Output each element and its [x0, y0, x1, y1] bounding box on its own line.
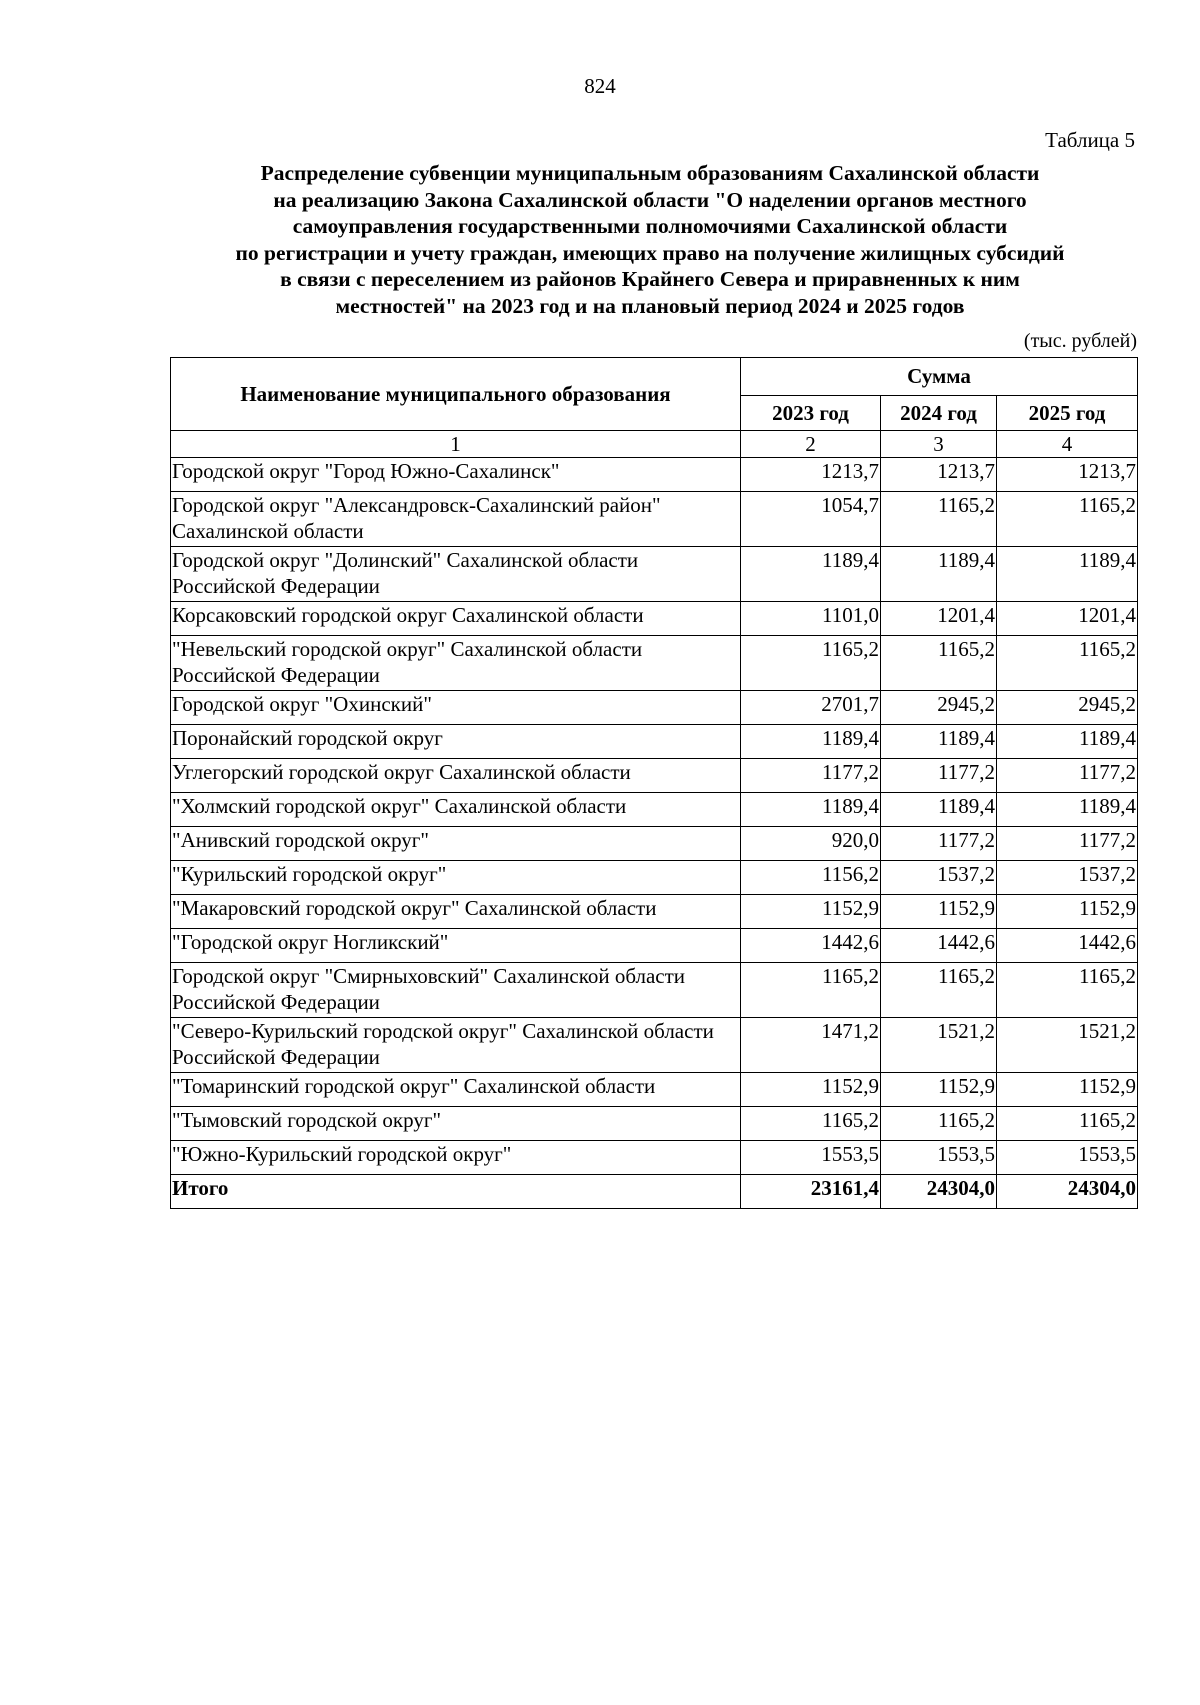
municipality-name: Городской округ "Долинский" Сахалинской области Российской Федерации: [171, 547, 741, 602]
header-year-2025: 2025 год: [997, 395, 1138, 431]
table-row: [171, 636, 1138, 691]
municipality-name: Городской округ "Смирныховский" Сахалинской области Российской Федерации: [171, 963, 741, 1018]
value-2024: 1189,4: [881, 725, 997, 759]
value-2023: 1177,2: [741, 759, 881, 793]
value-2024: 1521,2: [881, 1018, 997, 1073]
value-2023: 1101,0: [741, 602, 881, 636]
table-row: [171, 895, 1138, 929]
table-row: [171, 1073, 1138, 1107]
municipality-name: Поронайский городской округ: [171, 725, 741, 759]
table-row: [171, 1107, 1138, 1141]
municipality-name: "Холмский городской округ" Сахалинской области: [171, 793, 741, 827]
municipality-name: "Макаровский городской округ" Сахалинской области: [171, 895, 741, 929]
title-line: в связи с переселением из районов Крайнего Севера и приравненных к ним: [280, 267, 1020, 291]
total-2024: 24304,0: [881, 1175, 997, 1209]
municipality-name: Городской округ "Город Южно-Сахалинск": [171, 458, 741, 492]
municipality-name: "Невельский городской округ" Сахалинской области Российской Федерации: [171, 636, 741, 691]
value-2023: 1054,7: [741, 492, 881, 547]
document-title: [160, 160, 1140, 319]
table-row: [171, 691, 1138, 725]
table-row: [171, 1018, 1138, 1073]
total-label: Итого: [171, 1175, 741, 1209]
title-line: Распределение субвенции муниципальным образованиям Сахалинской области: [260, 161, 1040, 185]
value-2024: 1177,2: [881, 827, 997, 861]
title-line: самоуправления государственными полномочиями Сахалинской области: [292, 214, 1008, 238]
value-2023: 1165,2: [741, 963, 881, 1018]
value-2024: 1201,4: [881, 602, 997, 636]
value-2024: 1152,9: [881, 1073, 997, 1107]
table-row: [171, 861, 1138, 895]
column-number: 3: [881, 431, 997, 458]
value-2024: 1213,7: [881, 458, 997, 492]
total-2025: 24304,0: [997, 1175, 1138, 1209]
units-label: (тыс. рублей): [1023, 330, 1137, 352]
value-2023: 1189,4: [741, 793, 881, 827]
value-2025: 1442,6: [997, 929, 1138, 963]
value-2025: 1165,2: [997, 636, 1138, 691]
value-2025: 1213,7: [997, 458, 1138, 492]
value-2024: 1165,2: [881, 963, 997, 1018]
value-2023: 920,0: [741, 827, 881, 861]
value-2024: 1165,2: [881, 1107, 997, 1141]
total-row: [171, 1175, 1138, 1209]
value-2023: 1165,2: [741, 636, 881, 691]
value-2024: 1189,4: [881, 793, 997, 827]
value-2025: 1152,9: [997, 1073, 1138, 1107]
header-name: Наименование муниципального образования: [171, 358, 741, 431]
value-2025: 1201,4: [997, 602, 1138, 636]
municipality-name: "Томаринский городской округ" Сахалинской области: [171, 1073, 741, 1107]
header-year-2024: 2024 год: [881, 395, 997, 431]
value-2025: 1152,9: [997, 895, 1138, 929]
value-2025: 1189,4: [997, 547, 1138, 602]
table-row: [171, 725, 1138, 759]
table-row: [171, 1141, 1138, 1175]
value-2023: 1165,2: [741, 1107, 881, 1141]
value-2024: 1553,5: [881, 1141, 997, 1175]
table-row: [171, 492, 1138, 547]
municipality-name: "Анивский городской округ": [171, 827, 741, 861]
title-line: по регистрации и учету граждан, имеющих право на получение жилищных субсидий: [235, 240, 1065, 265]
value-2023: 2701,7: [741, 691, 881, 725]
distribution-table: [170, 357, 1138, 1209]
table-row: [171, 547, 1138, 602]
table-row: [171, 827, 1138, 861]
page-number: 824: [584, 74, 616, 98]
column-number: 2: [741, 431, 881, 458]
value-2023: 1152,9: [741, 895, 881, 929]
value-2023: 1152,9: [741, 1073, 881, 1107]
value-2025: 1189,4: [997, 725, 1138, 759]
value-2023: 1471,2: [741, 1018, 881, 1073]
value-2024: 1537,2: [881, 861, 997, 895]
value-2025: 1165,2: [997, 492, 1138, 547]
value-2024: 1152,9: [881, 895, 997, 929]
municipality-name: "Курильский городской округ": [171, 861, 741, 895]
table-row: [171, 793, 1138, 827]
municipality-name: Корсаковский городской округ Сахалинской области: [171, 602, 741, 636]
municipality-name: Городской округ "Охинский": [171, 691, 741, 725]
value-2024: 2945,2: [881, 691, 997, 725]
title-line: на реализацию Закона Сахалинской области "О наделении органов местного: [273, 187, 1027, 212]
value-2024: 1189,4: [881, 547, 997, 602]
value-2023: 1189,4: [741, 725, 881, 759]
value-2025: 1521,2: [997, 1018, 1138, 1073]
value-2023: 1442,6: [741, 929, 881, 963]
table-row: [171, 602, 1138, 636]
column-number: 1: [171, 431, 741, 458]
column-number: 4: [997, 431, 1138, 458]
municipality-name: Городской округ "Александровск-Сахалинский район" Сахалинской области: [171, 492, 741, 547]
value-2024: 1165,2: [881, 636, 997, 691]
table-row: [171, 759, 1138, 793]
municipality-name: "Тымовский городской округ": [171, 1107, 741, 1141]
value-2025: 1165,2: [997, 1107, 1138, 1141]
value-2025: 1537,2: [997, 861, 1138, 895]
header-year-2023: 2023 год: [741, 395, 881, 431]
value-2024: 1442,6: [881, 929, 997, 963]
value-2025: 1165,2: [997, 963, 1138, 1018]
value-2025: 1189,4: [997, 793, 1138, 827]
total-2023: 23161,4: [741, 1175, 881, 1209]
value-2023: 1213,7: [741, 458, 881, 492]
header-sum: Сумма: [741, 358, 1138, 396]
municipality-name: "Северо-Курильский городской округ" Сахалинской области Российской Федерации: [171, 1018, 741, 1073]
value-2023: 1553,5: [741, 1141, 881, 1175]
value-2024: 1165,2: [881, 492, 997, 547]
table-row: [171, 458, 1138, 492]
table-row: [171, 929, 1138, 963]
value-2024: 1177,2: [881, 759, 997, 793]
value-2025: 1177,2: [997, 827, 1138, 861]
value-2023: 1189,4: [741, 547, 881, 602]
municipality-name: Углегорский городской округ Сахалинской области: [171, 759, 741, 793]
table-label: Таблица 5: [1045, 128, 1135, 152]
value-2023: 1156,2: [741, 861, 881, 895]
title-line: местностей" на 2023 год и на плановый период 2024 и 2025 годов: [335, 293, 965, 318]
value-2025: 2945,2: [997, 691, 1138, 725]
municipality-name: "Южно-Курильский городской округ": [171, 1141, 741, 1175]
value-2025: 1177,2: [997, 759, 1138, 793]
value-2025: 1553,5: [997, 1141, 1138, 1175]
table-row: [171, 963, 1138, 1018]
municipality-name: "Городской округ Ногликский": [171, 929, 741, 963]
